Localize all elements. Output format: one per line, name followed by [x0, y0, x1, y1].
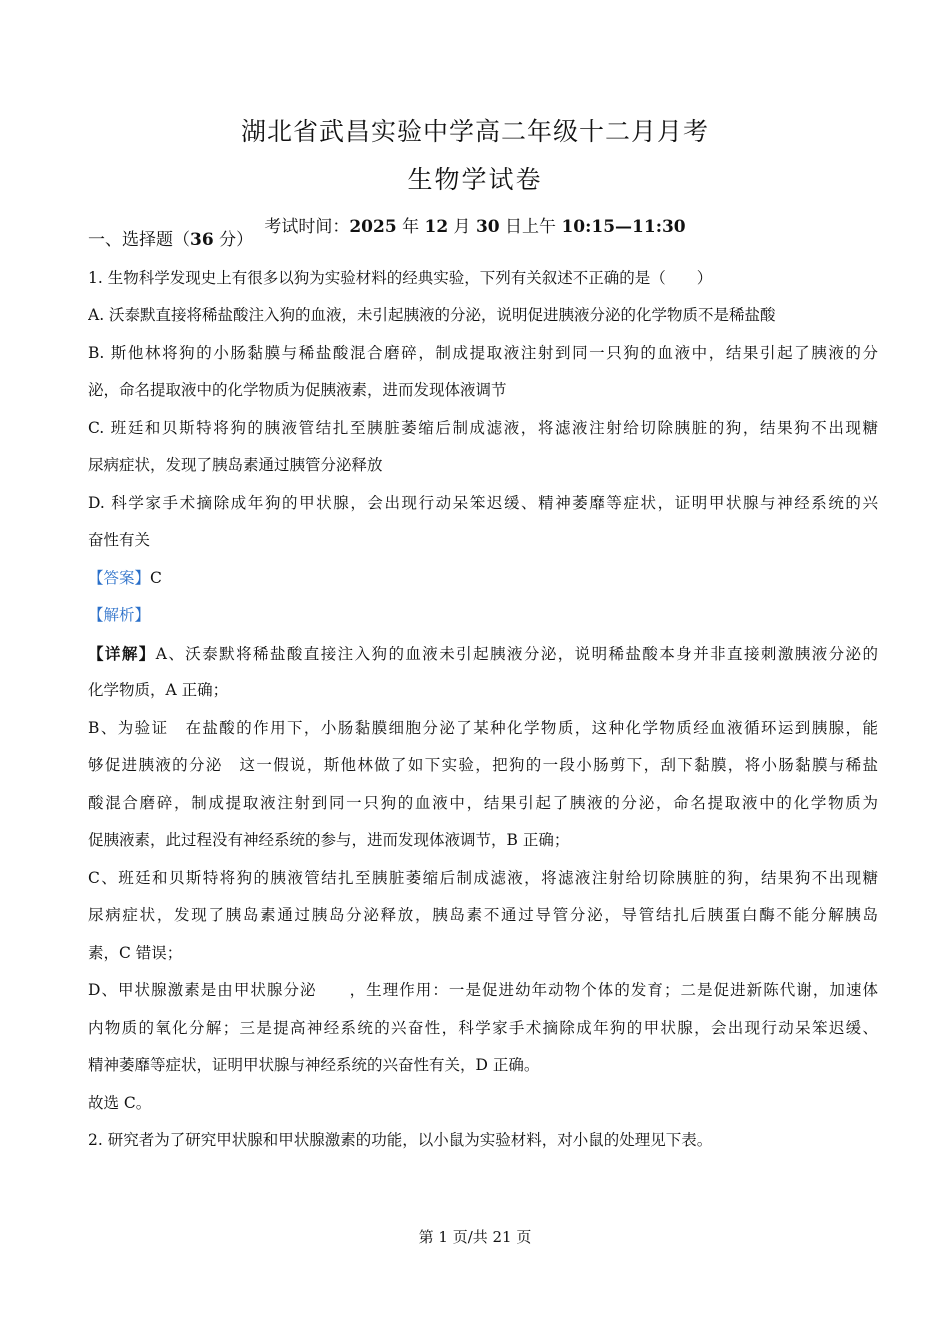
document-body [88, 222, 878, 1160]
detail-a-line-1 [88, 635, 878, 673]
exam-year: 2025 [349, 217, 397, 237]
answer-value: C [150, 568, 162, 587]
question-1-option-d-line-2: 奋性有关 [88, 531, 151, 549]
exam-day: 30 [475, 217, 500, 237]
question-1-option-c-line-1: C. 班廷和贝斯特将狗的胰液管结扎至胰脏萎缩后制成滤液，将滤液注射给切除胰脏的狗，结果狗不出现糖 [88, 418, 878, 437]
detail-c-line-2: 尿病症状，发现了胰岛素通过胰岛分泌释放，胰岛素不通过导管分泌，导管结扎后胰蛋白酶不能分解胰岛 [88, 906, 878, 924]
section-points: 36 [190, 230, 214, 250]
exam-month-unit: 月 [448, 217, 476, 237]
question-1-option-b-line-2: 泌，命名提取液中的化学物质为促胰液素，进而发现体液调节 [88, 381, 507, 399]
detail-b-line-1: B、为验证 在盐酸的作用下，小肠黏膜细胞分泌了某种化学物质，这种化学物质经血液循环运到胰腺，能 [88, 718, 878, 737]
exam-year-unit: 年 [396, 217, 425, 237]
question-1-stem: 1. 生物科学发现史上有很多以狗为实验材料的经典实验，下列有关叙述不正确的是（ ） [88, 268, 713, 287]
question-1-option-d-line-1: D. 科学家手术摘除成年狗的甲状腺，会出现行动呆笨迟缓、精神萎靡等症状，证明甲状腺与神经系统的兴 [88, 493, 878, 512]
detail-a-text: A、沃泰默将稀盐酸直接注入狗的血液未引起胰液分泌，说明稀盐酸本身并非直接刺激胰液分泌的 [155, 644, 878, 663]
question-1-option-b-line-1: B. 斯他林将狗的小肠黏膜与稀盐酸混合磨碎，制成提取液注射到同一只狗的血液中，结果引起了胰液的分 [88, 343, 878, 362]
exam-period: 10:15—11:30 [561, 217, 686, 237]
exam-title: 湖北省武昌实验中学高二年级十二月月考 [240, 117, 709, 146]
detail-d-line-1: D、甲状腺激素是由甲状腺分泌 ，生理作用：一是促进幼年动物个体的发育；二是促进新陈代谢，加速体 [88, 981, 878, 999]
detail-c-line-1: C、班廷和贝斯特将狗的胰液管结扎至胰脏萎缩后制成滤液，将滤液注射给切除胰脏的狗，结果狗不出现糖 [88, 868, 878, 887]
detail-c-line-3: 素，C 错误； [88, 943, 183, 962]
section-label: 一、选择题（ [88, 230, 190, 250]
conclusion: 故选 C。 [88, 1093, 152, 1112]
detail-b-line-4: 促胰液素，此过程没有神经系统的参与，进而发现体液调节，B 正确； [88, 831, 570, 849]
exam-day-unit: 日上午 [499, 217, 562, 237]
detail-b-line-3: 酸混合磨碎，制成提取液注射到同一只狗的血液中，结果引起了胰液的分泌，命名提取液中的化学物质为 [88, 793, 878, 812]
section-heading [88, 222, 878, 260]
detail-b-line-2: 够促进胰液的分泌 这一假说，斯他林做了如下实验，把狗的一段小肠剪下，刮下黏膜，将小肠黏膜与稀盐 [88, 756, 878, 774]
question-1-option-a: A. 沃泰默直接将稀盐酸注入狗的血液，未引起胰液的分泌，说明促进胰液分泌的化学物质不是稀盐酸 [88, 306, 776, 324]
detail-label: 【详解】 [88, 643, 156, 663]
detail-d-line-2: 内物质的氧化分解；三是提高神经系统的兴奋性，科学家手术摘除成年狗的甲状腺，会出现行动呆笨迟缓、 [88, 1018, 878, 1037]
section-suffix: 分） [213, 230, 254, 250]
exam-month: 12 [424, 217, 449, 237]
answer-line [88, 560, 878, 598]
detail-a-line-2: 化学物质，A 正确； [88, 681, 229, 699]
detail-d-line-3: 精神萎靡等症状，证明甲状腺与神经系统的兴奋性有关，D 正确。 [88, 1056, 540, 1074]
question-1-option-c-line-2: 尿病症状，发现了胰岛素通过胰管分泌释放 [88, 456, 383, 474]
exam-time-label: 考试时间： [264, 217, 350, 237]
analysis-label: 【解析】 [88, 606, 151, 624]
answer-label: 【答案】 [88, 568, 151, 587]
question-2-stem: 2. 研究者为了研究甲状腺和甲状腺激素的功能，以小鼠为实验材料，对小鼠的处理见下表。 [88, 1131, 713, 1149]
exam-subtitle: 生物学试卷 [407, 165, 543, 194]
page-footer: 第 1 页/共 21 页 [418, 1228, 532, 1246]
